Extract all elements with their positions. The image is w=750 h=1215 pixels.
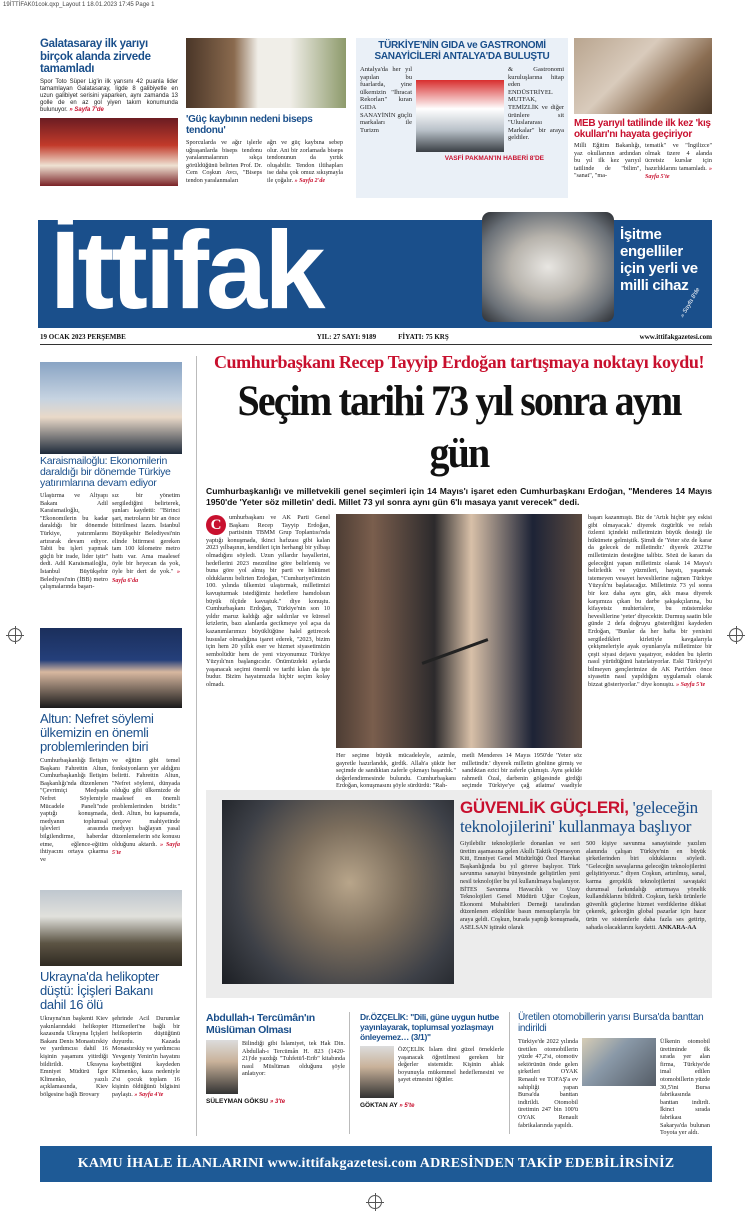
story-body-right: & Gastronomi kuruluşlarına hitap eden ENDÜSTRİYEL MUTFAK, TEMİZLİK ve diğer ürünlere sit "Uluslararası Markalar" bir araya geldiler. xyxy=(508,66,564,142)
footer-banner[interactable] xyxy=(40,1146,712,1182)
story-body-right-top: Ülkenin otomobil üretiminde ilk sırada yer alan firma, Türkiye'de imal edilen otomobillerin yüzde 30,5'ini Bursa fabrikasında banttan indirdi. İkinci sırada fabrikası Sakarya'da bulunan Toyota yer aldı. xyxy=(660,1038,711,1137)
registration-mark-icon xyxy=(368,1195,382,1209)
photo-goktan-ay xyxy=(360,1046,394,1098)
registration-mark-icon xyxy=(729,628,743,642)
photo-hearing-device xyxy=(482,212,614,322)
photo-suleyman-goksu xyxy=(206,1040,238,1094)
guvenlik-body-left: Giyilebilir teknolojilerle donanlan ve seri üretim aşamasına gelen Akıllı Taktik Operasyon Kiti, Emniyet Genel Müdürlüğü Özel Harekat Başkanlığında bu yıl göreve başlıyor. Türk savunma sanayisi bünyesinde geliştirilen yeni nesil teknolojiler bu yıl kullanılmaya başlanıyor. BİTES Savunma Havacılık ve Uzay Teknolojileri Genel Müdürü Uğur Coşkun, Ekonomi Muhabirleri Derneği tarafından düzenlenen etkinlikte basın mensuplarıyla bir araya geldi. Coşkun, burada yaptığı konuşmada, ASELSAN iştiraki olarak xyxy=(460,840,580,931)
story-karaismailoglu[interactable] xyxy=(40,362,182,644)
guvenlik-body-right: 500 kişiye savunma sanayisinde yazılım alanında çalışan Türkiye'nin en büyük şirketlerinden biri olduklarını söyledi. "Geleceğin savaşlarına geleceğin teknolojilerini geliştiriyoruz." diyen Coşkun, artırılmış, sanal, karma gerçeklik teknolojilerini savaştaki durumsal farkındalığı artırmaya yönelik kullandıklarını bildirdi. Coşkun, farklı ürünlerle güvenlik güçlerine hizmet verdiklerine dikkat çekerek, geleceğin global pazarlar için hazır ürün ve sistemlerle daha fazla ses getirip, sahada olacaklarını kaydetti. ANKARA-AA xyxy=(586,840,706,931)
story-title: Galatasaray ilk yarıyı birçok alanda zirvede tamamladı xyxy=(40,38,151,75)
column-author: GÖKTAN AY » 5'te xyxy=(360,1102,415,1109)
more-link: » Sayfa 5'te xyxy=(112,841,181,857)
promo-title[interactable]: İşitme engelliler için yerli ve milli cihaz xyxy=(620,226,698,294)
masthead-logo[interactable]: İttifak xyxy=(50,209,323,332)
story-body-right: ve eğitim gibi temel fonksiyonların yer aldığını belirtti. Fahrettin Altun, "Nefret söylemi, dünyada olduğu gibi ülkemizde de maalesef en önemli problemlerinden biridir." dedi. Altun, bu kapsamda, çerçeve mahiyetinde medyayı bağlayan yasal düzenlemelerin söz konusu olduğunu aktardı. » Sayfa 5'te xyxy=(112,757,181,857)
story-title: Ukrayna'da helikopter düştü: İçişleri Bakanı dahil 16 ölü xyxy=(40,969,160,1012)
photo-child-studying xyxy=(574,38,712,114)
column-goksu[interactable] xyxy=(206,1012,350,1134)
story-body-left: Ulaştırma ve Altyapı Bakanı Adil Karaismailoğlu, "Ekonomilerin bu kadar daraldığı bir dönemde Türkiye, yatırımlarını artırarak devam ediyor. Tabii bu işleri yapmak güçlü bir irade, lider iştir" dedi. Adil Karaismailoğlu, İstanbul Büyükşehir Belediyesi'nin (İBB) metro çalışmalarında başarı- xyxy=(40,492,108,591)
photo-fahrettin-altun xyxy=(40,628,182,708)
more-link: » Sayfa 7'de xyxy=(69,107,104,114)
story-altun[interactable] xyxy=(40,628,182,878)
story-body-left: Antalya'da her yıl yapılan bu fuarlarda, yine ülkemizin "İhracat Rekorları" kıran GIDA SANAYİNİN güçlü markaları ile Turizm xyxy=(360,66,412,134)
story-guvenlik[interactable] xyxy=(206,790,712,998)
main-story[interactable] xyxy=(206,352,712,800)
date-bar-rule xyxy=(40,344,712,345)
footer-text: KAMU İHALE İLANLARINI www.ittifakgazetesi.com ADRESİNDEN TAKİP EDEBİLİRSİNİZ xyxy=(77,1156,675,1171)
story-title: 'Güç kaybının nedeni biseps tendonu' xyxy=(186,114,313,136)
story-body-left: Sporcularda ve ağır işlerle uğraşanlarda biseps tendonu yaralanmalarının sıkça görüldüğünü belirten Prof. Dr. Cem Coşkun Avcı, "Biseps tendon yaralanmaları xyxy=(186,139,262,184)
main-headline: Seçim tarihi 73 yıl sonra aynı gün xyxy=(237,378,681,477)
promo-more[interactable]: » Sayfa 8'de xyxy=(679,287,702,319)
dropcap: C xyxy=(206,515,226,535)
story-biseps[interactable] xyxy=(186,38,346,198)
column-body: ÖZÇELİK İslam dini güzel örneklerle yaşanacak öğretilmesi gereken bir değerler sistemidir. Kişinin ahlak boyunuyla mükemmel hedeflemesini ve şayet etmesini öğütler. xyxy=(398,1046,504,1084)
story-body-right: şehrinde Acil Durumlar Hizmetleri'ne bağlı bir helikopterin düştüğünü duyurdu. Kazada Monastırskiy ve yardımcısı Yevgeniy Yenin'in hayatını kaybettiğini kaydeden Klimenko, kaza nedeniyle 2'si çocuk toplam 16 kişinin öldüğünü bilgisini paylaştı. » Sayfa 4'te xyxy=(112,1015,180,1098)
story-bursa[interactable] xyxy=(518,1012,712,1137)
story-body-right: sız bir yönetim sergilediğini belirterek, şunları kaydetti: "Birinci şart, metroların bir an önce bitirilmesi lazım. İstanbul Büyükşehir Belediyesi'nin elinde bitirmesi gereken tam 100 kilometre metro hattı var. Ama maalesef öyle bir heyecan da yok, öyle bir dert de yok." » Sayfa 6'da xyxy=(112,492,180,584)
column-title: Dr.ÖZÇELİK: "Dili, güne uygun hutbe yayınlayarak, toplumsal yozlaşmayı önleyemez… (3/1)" xyxy=(360,1012,499,1042)
date-bar xyxy=(40,331,712,343)
website-link[interactable]: www.ittifakgazetesi.com xyxy=(639,333,712,341)
story-title: Altun: Nefret söylemi ülkemizin en önemli problemlerinden biri xyxy=(40,711,154,754)
story-body-left: Türkiye'de 2022 yılında üretilen otomobillerin yüzde 47,2'si, otomotiv sektörünün önde gelen şirketleri OYAK Renault ve TOFAŞ'a ev sahipliği yapan Bursa'da banttan indirildi. Otomobil üretimin 247 bin 100'ü OYAK Renault fabrikalarında yapıldı. xyxy=(518,1038,578,1129)
story-galatasaray[interactable] xyxy=(40,38,178,198)
column-ozcelik[interactable] xyxy=(360,1012,510,1134)
main-col-2b: metli Menderes 14 Mayıs 1950'de 'Yeter söz milletindir.' diyerek milletin gönlüne girmiş ve sandıktan ezici bir zaferle çıkmıştı. Aynı şekilde rahmetli Özal, darbenin gölgesinde girdiği seçimde Türkiye'ye çağ atlatma' vaadiyle xyxy=(462,752,582,790)
guvenlik-source: ANKARA-AA xyxy=(658,923,697,931)
photo-galatasaray-players xyxy=(40,118,178,186)
photo-adil-karaismailoglu xyxy=(40,362,182,454)
more-link: » Sayfa 5'te xyxy=(676,682,706,689)
story-meb[interactable] xyxy=(574,38,712,198)
more-link: » 3'te xyxy=(269,1099,286,1105)
main-col-3: başarı kazanmıştı. Biz de 'Artık hiçbir şey eskisi gibi olmayacak.' diyerek özgürlük ve refah özlemi içindeki milletimizin büyük desteği ile hükümete gelmiştik. Şimdi de 'Yeter söz de karar da gelecek de milletindir.' diyerek 2023'te milletimizin desteğine talibiz. Sözü de kararı da geleceğini yapan milletimiz olarak 14 Mayıs'ı belirledik ve yüzmileri, hayatı, yaşamak istemeyen vesayet heveslilerine rağmen Türkiye Yüzyılı'nı başlatacağız. Milletimiz 73 yıl sonra bir kez daha aynı gün, aklı masa diyerek karşımıza çıkan bu darbe şakşakçılarına, bu kifayetsiz muhterislere, bu müstemleke heveslilerine 'yeter' diyecektir. Durmuş saatin bile günde 2 defa doğruyu gösterdiğini kaydeden Erdoğan, "Bunlar da her hafta bir yenisini sergiledikleri kirletiyle kavgalarıyla çekişmeleriyle ayak oyunlarıyla milletimize bir çeşit siyasi dejavu yaşatıyor, eskiden bu işlerin nasıl yürüdüğünü hatırlatıyorlar. Eski Türkiye'yi bilmeyen gençlerimize de AK Parti'den önce siyasetin nasıl yapıldığını uygulamalı olarak bizzat gösteriyorlar." diye konuştu. » Sayfa 5'te xyxy=(588,514,712,689)
registration-mark-icon xyxy=(8,628,22,642)
photo-helicopter-crash-site xyxy=(40,890,182,966)
guvenlik-title: GÜVENLİK GÜÇLERİ, 'geleceğin teknolojilerini' kullanmaya başlıyor xyxy=(460,798,698,836)
more-link: » 5'te xyxy=(399,1103,415,1109)
more-link: » Sayfa 2'de xyxy=(294,177,325,184)
story-ukrayna[interactable] xyxy=(40,890,182,1140)
main-deck: Cumhurbaşkanlığı ve milletvekili genel seçimleri için 14 Mayıs'ı işaret eden Cumhurbaşkanı Erdoğan, "Menderes 14 Mayıs 1950'de 'Yeter söz milletin' dedi. Millet 73 yıl sonra aynı gün 6'lı masaya yanıt verecek" dedi. xyxy=(206,486,712,507)
column-title: Abdullah-ı Tercümân'ın Müslüman Olması xyxy=(206,1012,315,1036)
story-body: Spor Toto Süper Lig'in ilk yarısını 42 puanla lider tamamlayan Galatasaray, ligde 8 galibiyetle en uzun galibiyet serisini yaparken, aynı zamanda 13 golle de en az gol yiyen takım konumunda bulunuyor. » Sayfa 7'de xyxy=(40,78,178,114)
photo-prof-cem-coskun-avci xyxy=(186,38,346,108)
story-title: Üretilen otomobillerin yarısı Bursa'da banttan indirildi xyxy=(518,1012,704,1034)
more-link: » Sayfa 5'te xyxy=(645,165,712,181)
main-kicker: Cumhurbaşkanı Recep Tayyip Erdoğan tartışmaya noktayı koydu! xyxy=(213,352,705,372)
file-info: 19İTTİFAK01cok.qxp_Layout 1 18.01.2023 17:45 Page 1 xyxy=(3,2,155,8)
story-gida[interactable] xyxy=(356,38,568,198)
column-body: Bilindiği gibi İslamiyet, tek Hak Din. Abdullah-ı Tercümân H. 823 (1420-21)'de yazdığı "Tuhfetü'l-Erib" kitabında nasıl Müslüman olduğunu şöyle anlatıyor: xyxy=(242,1040,345,1078)
story-body-left: Ukrayna'nın başkenti Kiev yakınlarındaki helikopter kazasında Ukrayna İçişleri Bakanı Denis Monastırskiy ve yardımcısı dahil 16 kişinin yaşamını yitirdiği bildirildi. Ukrayna Emniyet Müdürü İgor Klimenko, yazılı açıklamasında, Kiev bölgesine bağlı Brovary xyxy=(40,1015,108,1098)
photo-soldier-tech-kit xyxy=(222,800,454,984)
story-body-right: ağrı ve güç kaybına sebep olur. Ani bir zorlamada biseps tendonunun da yırtık oluşabilir. Tendon iltihapları ise daha çok omuz sıkışmayla ile çoğalır. » Sayfa 2'de xyxy=(267,139,343,184)
main-col-2a: Her seçime büyük mücadeleyle, azimle, gayretle hazırlandık, girdik. Allah'a şükür her seçimde de sandıktan zaferle çıkmayı başardık." değerlendirmesinde bulundu. Cumhurbaşkanı Erdoğan, konuşmasını şöyle sürdürdü: "Rah- xyxy=(336,752,456,790)
story-body-left: Milli Eğitim Bakanlığı, yaz okullarının ardından bu yıl ilk kez yarıyıl tatilinde de "bilim", "sanat", "ma- xyxy=(574,142,641,180)
photo-erdogan-speech xyxy=(336,514,582,748)
photo-gida-fair xyxy=(416,80,504,152)
issue-price: FİYATI: 75 KRŞ xyxy=(398,333,449,341)
issue-date: 19 OCAK 2023 PERŞEMBE xyxy=(40,333,126,341)
masthead xyxy=(38,209,712,332)
more-link: » Sayfa 6'da xyxy=(112,568,180,584)
story-more[interactable]: VASFİ PAKMAN'IN HABERİ 8'DE xyxy=(444,155,544,162)
story-title: MEB yarıyıl tatilinde ilk kez 'kış okulları'nı hayata geçiriyor xyxy=(574,118,711,140)
column-author: SÜLEYMAN GÖKSU » 3'te xyxy=(206,1098,286,1105)
microphone-icon xyxy=(422,638,489,665)
story-body-right: tematik" ve "İngilizce" olmak üzere 4 alanda ücretsiz kurslar için hazırlıklarını tamamladı. » Sayfa 5'te xyxy=(645,142,712,181)
story-title: Karaismailoğlu: Ekonomilerin daraldığı bir dönemde Türkiye yatırımlarına devam ediyor xyxy=(40,455,171,489)
issue-number: YIL: 27 SAYI: 9189 xyxy=(316,333,377,341)
story-body-left: Cumhurbaşkanlığı İletişim Başkanı Fahrettin Altun, Cumhurbaşkanlığı İletişim Başkanlığı'nda düzenlenen "Çevrimiçi Medyada Nefret Söylemiyle Mücadele Paneli"nde yaptığı konuşmada, medyanın toplumsal işlevleri arasında bilgilendirme, haberdar etme, eğlence-eğitim ihtiyacını ortaya çıkarma ve xyxy=(40,757,108,863)
photo-car-factory xyxy=(582,1038,656,1086)
story-title: TÜRKİYE'NİN GIDA ve GASTRONOMİ SANAYİCİLERİ ANTALYA'DA BULUŞTU xyxy=(374,40,550,62)
main-col-1: C umhurbaşkanı ve AK Parti Genel Başkanı Recep Tayyip Erdoğan, partisinin TBMM Grup Toplantısı'nda yaptığı konuşmada, ikinci hafızası gibi kalan 2023 yılbaşının, kendileri için herhangi bir yılbaşı olmadığını söyledi. Uzun yıllardır hayallerini, hedeflerini 2023 mezniline göre belirlemiş ve buna göre yol almış bir parti ve hükümet olduklarını belirten Erdoğan, "Cumhuriyet'imizin 100. yılında ülkemizi ulaştırmak, milletimizi kavuşturmak istediğimiz hedeflere hamdolsun büyük ölçüde kavuştuk." diye konuştu. Cumhurbaşkanı Erdoğan, Türkiye'nin son 10 yıldır maruz kaldığı ağır saldırılar ve küresel krizlerin, bazı alanlarda gecikmeye yol açsa da kazanımlarımızı büyüklüğüne halel getirecek hususlar olmadığına işaret ederek, "2023, bizim için hem 20 yıllık eser ve hizmet siyasetimizin sembolüdür hem de yeni vizyonumuz Türkiye Yüzyılı'nın başlangıcıdır. Önümüzdeki aylarda yaşanacak seçimi önemli ve tarihi kılan da işte budur. Bizim hayatımızda hiçbir seçim kolay olmadı. xyxy=(206,514,330,689)
more-link: » Sayfa 4'te xyxy=(134,1091,164,1098)
column-divider xyxy=(196,356,197,1136)
